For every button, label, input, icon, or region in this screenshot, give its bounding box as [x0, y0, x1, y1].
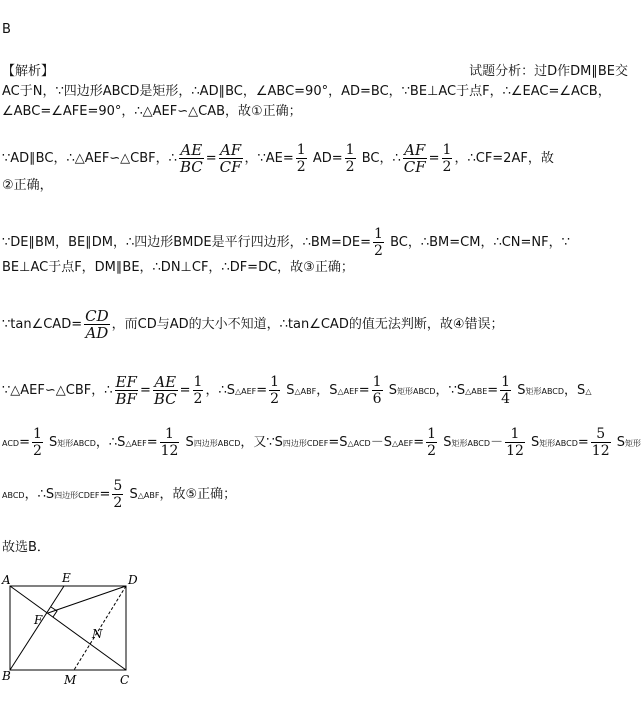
label-d: D — [128, 573, 138, 587]
line-4: ②正确， — [2, 178, 53, 193]
line-3: ∵AD∥BC，∴△AEF∽△CBF，∴ $\frac{AE}{BC}$ = $\frac{AF}{CF}$ ，∵AE= $\frac{1}{2}$ AD= $\frac{1}{2}$ BC，∴ $\frac{AF}{CF}$ = $\frac{1}{2}$ ，∴CF=2AF，故 — [2, 141, 554, 176]
geometry-figure — [0, 572, 160, 702]
label-c: C — [120, 673, 130, 687]
frac-half: $\frac{1}{2}$ — [32, 426, 42, 459]
frac-half: $\frac{1}{2}$ — [374, 226, 383, 259]
label-b: B — [2, 669, 11, 683]
line-1: AC于N，∵四边形ABCD是矩形，∴AD∥BC，∠ABC=90°，AD=BC，∵BE⊥AC于点F，∴∠EAC=∠ACB， — [2, 84, 611, 99]
label-f: F — [34, 613, 43, 627]
frac-five-twelfths: $\frac{5}{12}$ — [591, 426, 610, 459]
line-df — [48, 586, 126, 613]
line-7: ∵tan∠CAD= $\frac{CD}{AD}$ ，而CD与AD的大小不知道，∴tan∠CAD的值无法判断，故④错误； — [2, 307, 504, 342]
line-be — [10, 586, 64, 670]
line-2: ∠ABC=∠AFE=90°，∴△AEF∽△CAB，故①正确； — [2, 104, 302, 119]
line-6: BE⊥AC于点F，DM∥BE，∴DN⊥CF，∴DF=DC，故③正确； — [2, 260, 354, 275]
frac-af-cf: $\frac{AF}{CF}$ — [219, 141, 242, 176]
frac-cd-ad: $\frac{CD}{AD}$ — [85, 307, 109, 342]
frac-half: $\frac{1}{2}$ — [427, 426, 437, 459]
frac-af-cf: $\frac{AF}{CF}$ — [403, 141, 426, 176]
frac-five-halves: $\frac{5}{2}$ — [113, 478, 123, 511]
line-9: ACD= $\frac{1}{2}$ S矩形ABCD，∴S△AEF= $\frac{1}{12}$ S四边形ABCD，又∵S四边形CDEF=S△ACD－S△AEF= $\frac{1}{2}$ S矩形ABCD－ $\frac{1}{12}$ S矩形ABCD= $\frac{5}{12}$ S矩形 — [2, 426, 641, 459]
header-line — [2, 62, 628, 82]
label-a: A — [2, 573, 11, 587]
header-tag: 【解析】 — [2, 64, 55, 79]
line-8: ∵△AEF∽△CBF，∴ $\frac{EF}{BF}$ = $\frac{AE}{BC}$ = $\frac{1}{2}$ ，∴S△AEF= $\frac{1}{2}$ S△ABF，S△AEF= $\frac{1}{6}$ S矩形ABCD，∵S△ABE= $\frac{1}{4}$ S矩形ABCD，S△ — [2, 373, 592, 408]
frac-half: $\frac{1}{2}$ — [193, 374, 203, 407]
frac-ae-bc: $\frac{AE}{BC}$ — [179, 141, 203, 176]
top-answer: B — [2, 22, 11, 37]
label-n: N — [92, 627, 103, 641]
frac-twelfth: $\frac{1}{12}$ — [160, 426, 179, 459]
frac-half: $\frac{1}{2}$ — [442, 142, 452, 175]
frac-ef-bf: $\frac{EF}{BF}$ — [115, 373, 137, 408]
frac-half: $\frac{1}{2}$ — [270, 374, 280, 407]
label-m: M — [64, 673, 77, 687]
header-lead: 试题分析：过D作DM∥BE交 — [469, 64, 628, 79]
frac-half: $\frac{1}{2}$ — [345, 142, 355, 175]
line-5: ∵DE∥BM，BE∥DM，∴四边形BMDE是平行四边形，∴BM=DE= $\frac{1}{2}$ BC，∴BM=CM，∴CN=NF，∵ — [2, 226, 570, 259]
frac-twelfth: $\frac{1}{12}$ — [506, 426, 524, 459]
final-answer: 故选B． — [2, 540, 50, 555]
frac-sixth: $\frac{1}{6}$ — [372, 374, 382, 407]
frac-ae-bc: $\frac{AE}{BC}$ — [153, 373, 177, 408]
diagonal-ac — [10, 586, 126, 670]
line-10: ABCD，∴S四边形CDEF= $\frac{5}{2}$ S△ABF，故⑤正确； — [2, 478, 237, 511]
frac-half: $\frac{1}{2}$ — [296, 142, 306, 175]
frac-quarter: $\frac{1}{4}$ — [501, 374, 511, 407]
label-e: E — [62, 571, 71, 585]
